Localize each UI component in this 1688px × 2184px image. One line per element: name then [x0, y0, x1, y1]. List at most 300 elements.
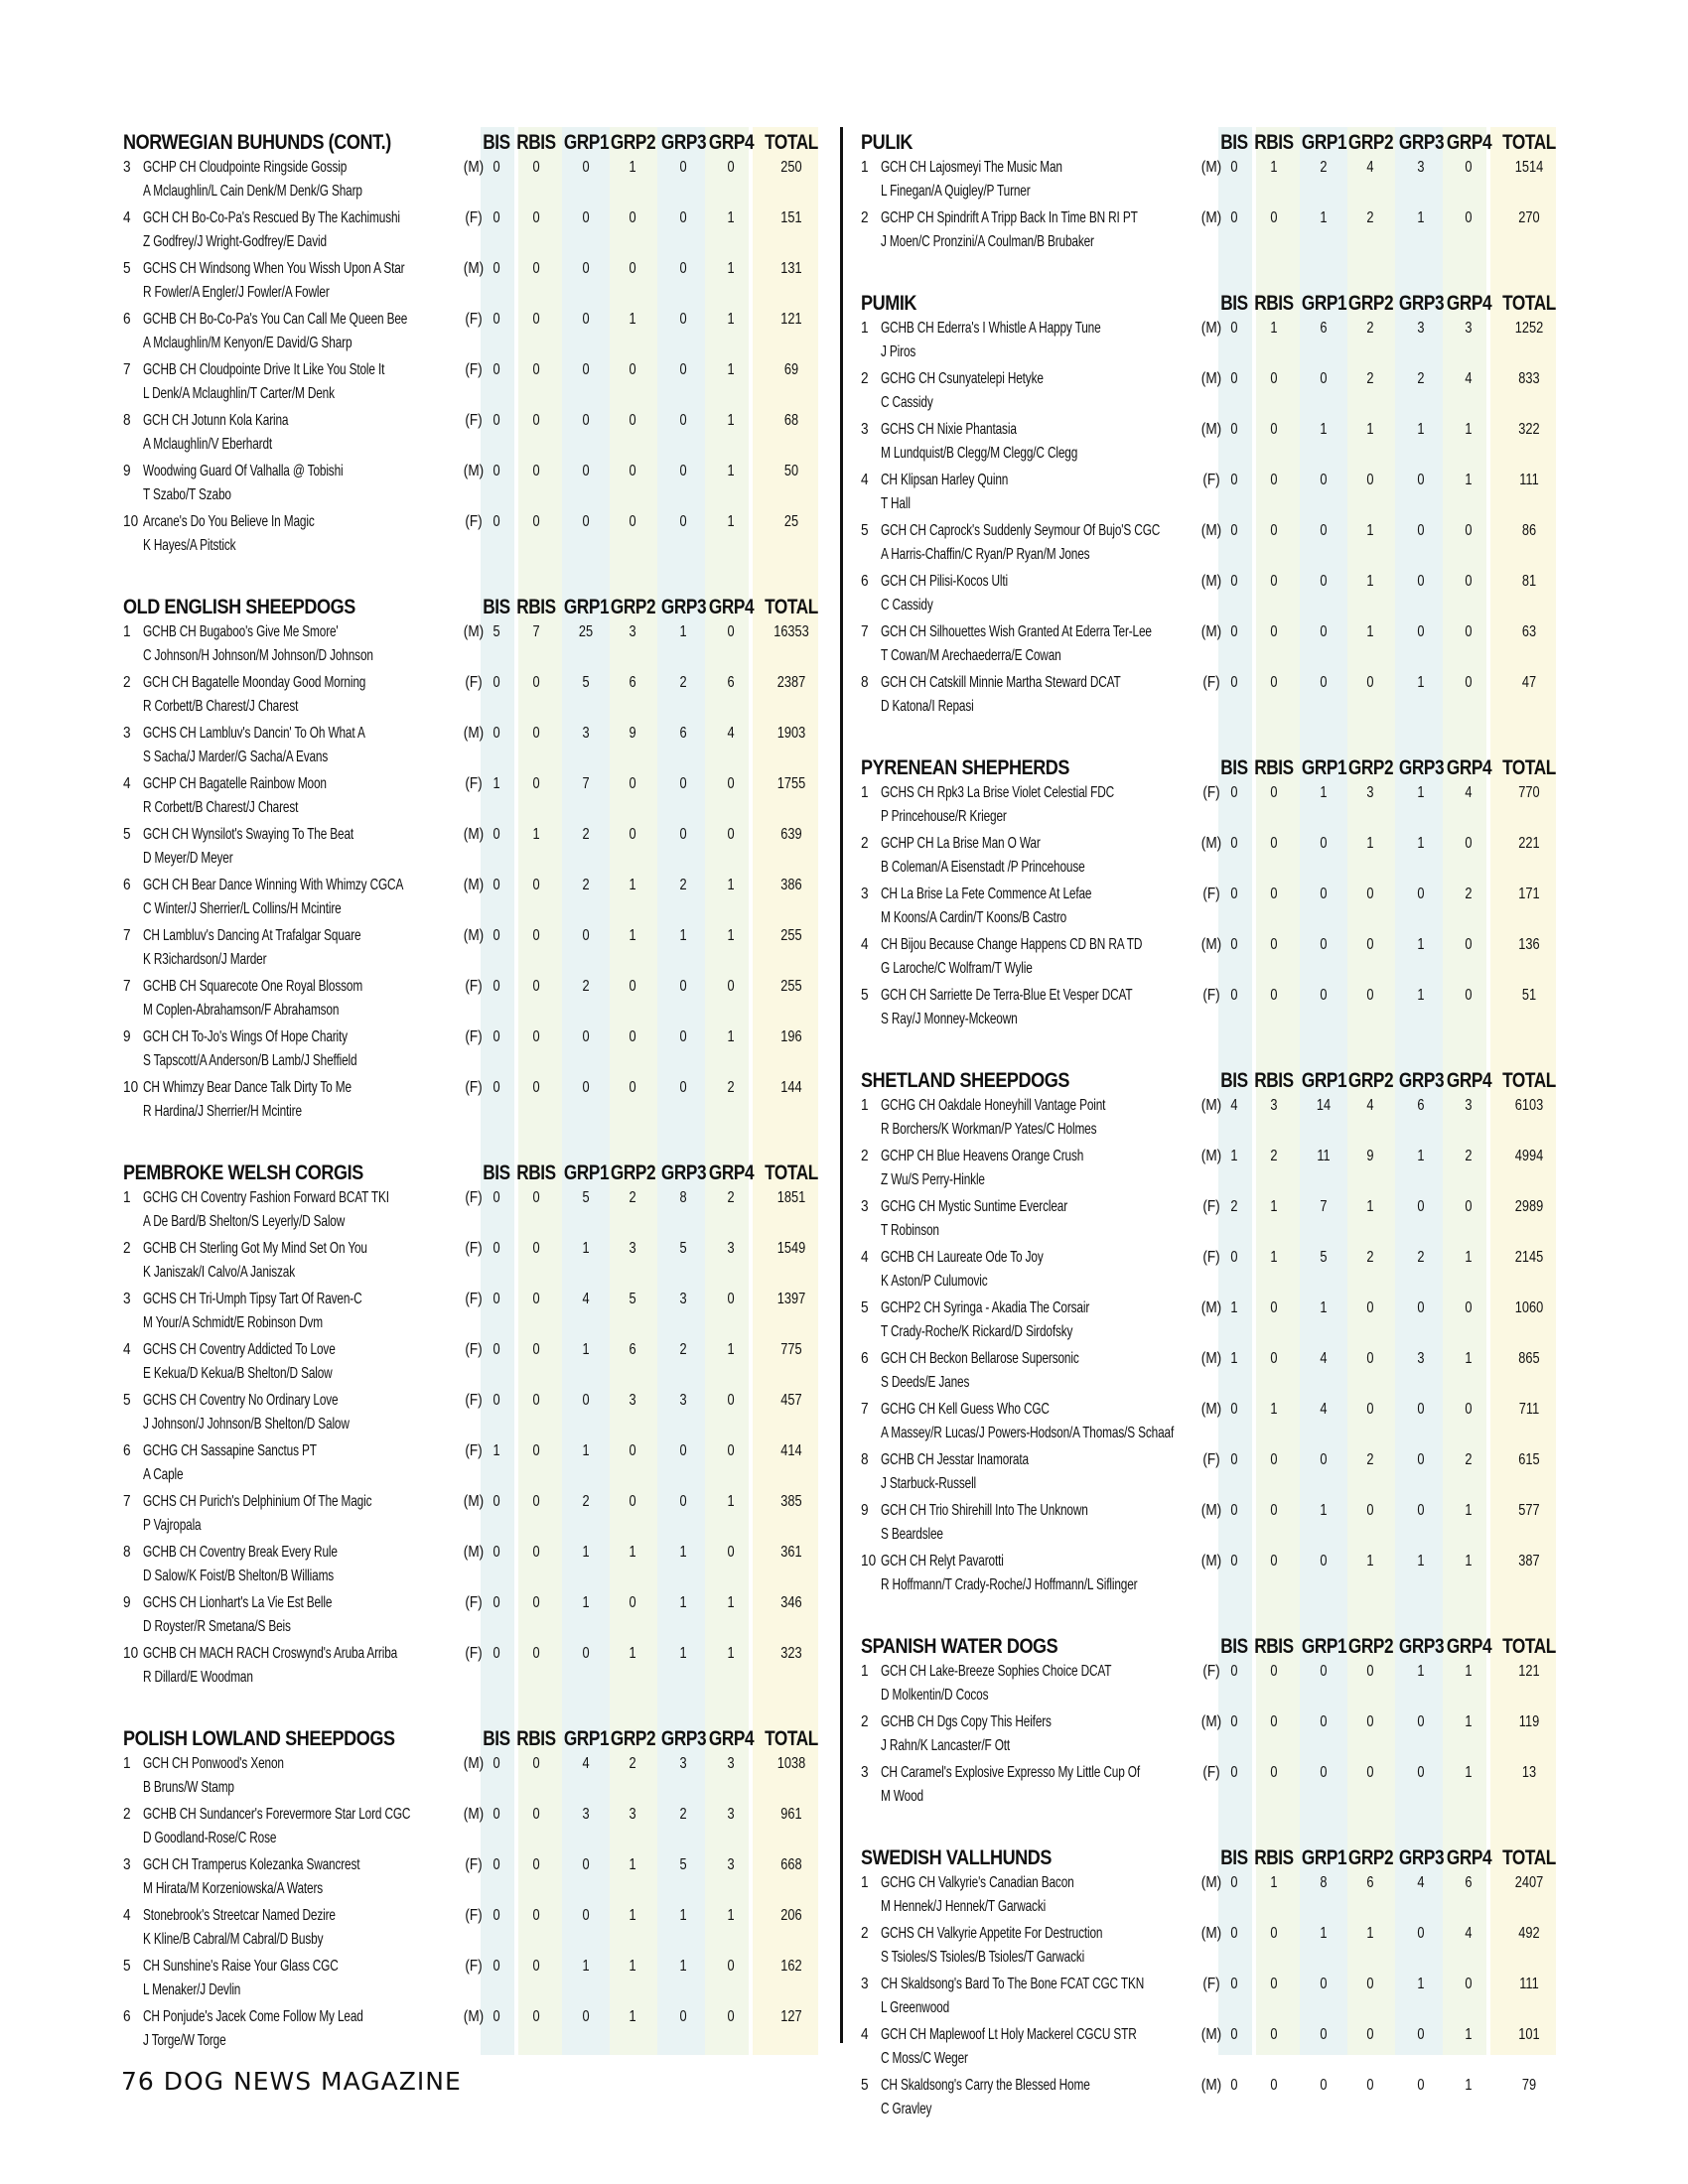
sex-marker: (M) — [463, 260, 485, 277]
stat-g2: 0 — [629, 1442, 636, 1459]
stat-g3: 0 — [1417, 1299, 1425, 1316]
stat-g4: 1 — [1465, 472, 1473, 488]
stat-total: 63 — [1521, 623, 1537, 640]
column-header-grp4: GRP4 — [1446, 1635, 1492, 1658]
stat-g2: 1 — [629, 2008, 636, 2025]
owner-names: M Hirata/M Korzeniowska/A Waters — [143, 1880, 324, 1897]
stat-g1: 0 — [1320, 1764, 1328, 1781]
stat-total: 639 — [780, 826, 802, 843]
rank-number: 6 — [861, 1350, 869, 1367]
dog-name: GCHG CH Oakdale Honeyhill Vantage Point — [881, 1097, 1106, 1114]
stat-total: 386 — [780, 877, 802, 893]
dog-name: CH Caramel's Explosive Expresso My Little Cup Of — [881, 1764, 1140, 1781]
stat-g2: 1 — [1366, 835, 1374, 852]
dog-name: GCH CH Lajosmeyi The Music Man — [881, 159, 1062, 176]
stat-rbis: 0 — [1270, 1764, 1278, 1781]
dog-name: GCHG CH Kell Guess Who CGC — [881, 1401, 1050, 1418]
rank-number: 3 — [861, 1764, 869, 1781]
stat-g3: 0 — [679, 1442, 687, 1459]
column-header-grp2: GRP2 — [610, 596, 656, 618]
section-header — [121, 1723, 826, 1753]
stat-g4: 0 — [727, 1544, 735, 1561]
column-header-grp1: GRP1 — [1301, 756, 1347, 779]
stat-g4: 1 — [1465, 1350, 1473, 1367]
stat-bis: 1 — [1230, 1350, 1238, 1367]
breed-title: POLISH LOWLAND SHEEPDOGS — [123, 1727, 395, 1750]
ranking-row — [859, 368, 1564, 419]
stat-g4: 4 — [1465, 1925, 1473, 1942]
sex-marker: (M) — [1200, 1713, 1222, 1730]
rank-number: 6 — [123, 877, 131, 893]
stat-g4: 0 — [1465, 1299, 1473, 1316]
sex-marker: (M) — [1200, 936, 1222, 953]
stat-g3: 1 — [1417, 936, 1425, 953]
ranking-row — [859, 672, 1564, 723]
section-header — [859, 288, 1564, 318]
stat-g4: 2 — [1465, 1451, 1473, 1468]
ranking-row — [121, 410, 826, 461]
dog-name: GCHB CH Sterling Got My Mind Set On You — [143, 1240, 367, 1257]
column-header-bis: BIS — [1220, 292, 1248, 315]
stat-rbis: 0 — [1270, 1299, 1278, 1316]
stat-g2: 9 — [1366, 1148, 1374, 1164]
owner-names: D Katona/I Repasi — [881, 698, 974, 715]
dog-name: CH Bijou Because Change Happens CD BN RA TD — [881, 936, 1143, 953]
column-header-grp4: GRP4 — [1446, 1069, 1492, 1092]
rank-number: 5 — [123, 1958, 131, 1975]
stat-bis: 0 — [1230, 623, 1238, 640]
dog-name: GCH CH Catskill Minnie Martha Steward DCAT — [881, 674, 1121, 691]
dog-name: GCHS CH Nixie Phantasia — [881, 421, 1017, 438]
column-header-bis: BIS — [483, 131, 510, 154]
owner-names: M Koons/A Cardin/T Koons/B Castro — [881, 909, 1067, 926]
owner-names: D Goodland-Rose/C Rose — [143, 1830, 277, 1846]
stat-bis: 0 — [1230, 1401, 1238, 1418]
dog-name: GCH CH Jotunn Kola Karina — [143, 412, 289, 429]
stat-g3: 0 — [679, 1028, 687, 1045]
stat-g4: 1 — [727, 412, 735, 429]
stat-bis: 0 — [1230, 522, 1238, 539]
stat-g4: 1 — [727, 1028, 735, 1045]
stat-g3: 1 — [1417, 1553, 1425, 1570]
column-header-grp3: GRP3 — [660, 1161, 707, 1184]
stat-g3: 0 — [1417, 1925, 1425, 1942]
stat-g3: 0 — [679, 412, 687, 429]
owner-names: D Royster/R Smetana/S Beis — [143, 1618, 291, 1635]
ranking-row — [121, 157, 826, 207]
column-header-total: TOTAL — [765, 131, 818, 154]
stat-g2: 1 — [629, 159, 636, 176]
stat-g3: 2 — [1417, 1249, 1425, 1266]
stat-g2: 0 — [1366, 1764, 1374, 1781]
stat-g1: 1 — [1320, 209, 1328, 226]
dog-name: GCHB CH MACH RACH Croswynd's Aruba Arriba — [143, 1645, 398, 1662]
stat-g2: 1 — [629, 1544, 636, 1561]
ranking-row — [121, 1905, 826, 1956]
stat-g1: 0 — [582, 260, 590, 277]
stat-rbis: 1 — [1270, 159, 1278, 176]
rank-number: 7 — [123, 978, 131, 995]
rank-number: 4 — [861, 472, 869, 488]
dog-name: GCHG CH Csunyatelepi Hetyke — [881, 370, 1044, 387]
stat-g4: 1 — [727, 927, 735, 944]
dog-name: CH Lambluv's Dancing At Trafalgar Square — [143, 927, 361, 944]
owner-names: K Hayes/A Pitstick — [143, 537, 236, 554]
stat-g1: 11 — [1317, 1148, 1331, 1164]
stat-g2: 0 — [1366, 472, 1374, 488]
stat-bis: 0 — [1230, 159, 1238, 176]
stat-g3: 3 — [679, 1392, 687, 1409]
stat-g1: 0 — [582, 1645, 590, 1662]
stat-g1: 0 — [1320, 2026, 1328, 2043]
stat-bis: 0 — [492, 1189, 500, 1206]
rank-number: 9 — [123, 463, 131, 479]
stat-bis: 0 — [492, 1544, 500, 1561]
stat-g2: 1 — [1366, 1553, 1374, 1570]
ranking-row — [859, 1146, 1564, 1196]
sex-marker: (F) — [1202, 1663, 1220, 1680]
stat-bis: 0 — [492, 1028, 500, 1045]
stat-g4: 1 — [1465, 2077, 1473, 2094]
stat-g1: 0 — [1320, 1713, 1328, 1730]
dog-name: GCH CH Tramperus Kolezanka Swancrest — [143, 1856, 360, 1873]
owner-names: K Aston/P Culumovic — [881, 1273, 988, 1290]
ranking-row — [859, 1297, 1564, 1348]
ranking-row — [859, 520, 1564, 571]
stat-total: 144 — [780, 1079, 802, 1096]
dog-name: GCHB CH Coventry Break Every Rule — [143, 1544, 338, 1561]
stat-g3: 1 — [1417, 421, 1425, 438]
stat-g1: 4 — [1320, 1401, 1328, 1418]
breed-title: SPANISH WATER DOGS — [861, 1635, 1058, 1658]
stat-g2: 0 — [1366, 1350, 1374, 1367]
stat-g2: 5 — [629, 1291, 636, 1307]
owner-names: Z Wu/S Perry-Hinkle — [881, 1171, 985, 1188]
stat-g2: 2 — [629, 1755, 636, 1772]
ranking-row — [859, 934, 1564, 985]
stat-g2: 0 — [629, 826, 636, 843]
rank-number: 1 — [861, 1663, 869, 1680]
stat-total: 255 — [780, 978, 802, 995]
owner-names: C Johnson/H Johnson/M Johnson/D Johnson — [143, 647, 373, 664]
column-header-grp3: GRP3 — [1398, 756, 1445, 779]
stat-g1: 3 — [582, 1806, 590, 1823]
stat-g3: 1 — [1417, 209, 1425, 226]
stat-g2: 0 — [629, 978, 636, 995]
stat-bis: 0 — [1230, 835, 1238, 852]
column-header-total: TOTAL — [1502, 292, 1556, 315]
sex-marker: (M) — [463, 927, 485, 944]
stat-g4: 1 — [727, 209, 735, 226]
stat-g1: 4 — [582, 1755, 590, 1772]
stat-g3: 0 — [679, 2008, 687, 2025]
stat-g2: 0 — [1366, 674, 1374, 691]
stat-g2: 0 — [1366, 2026, 1374, 2043]
stat-total: 151 — [780, 209, 802, 226]
stat-total: 770 — [1518, 784, 1540, 801]
stat-g1: 0 — [582, 1856, 590, 1873]
column-header-grp4: GRP4 — [708, 131, 755, 154]
stat-g2: 1 — [1366, 1925, 1374, 1942]
stat-total: 131 — [780, 260, 802, 277]
stat-g3: 0 — [1417, 623, 1425, 640]
stat-rbis: 0 — [1270, 886, 1278, 902]
owner-names: Z Godfrey/J Wright-Godfrey/E David — [143, 233, 327, 250]
dog-name: GCHS CH Lambluv's Dancin' To Oh What A — [143, 725, 365, 742]
stat-g1: 0 — [1320, 1976, 1328, 1992]
stat-g4: 0 — [1465, 573, 1473, 590]
rank-number: 7 — [123, 1493, 131, 1510]
ranking-row — [121, 773, 826, 824]
stat-bis: 0 — [492, 463, 500, 479]
stat-total: 196 — [780, 1028, 802, 1045]
section-header — [121, 127, 826, 157]
stat-bis: 0 — [492, 1755, 500, 1772]
stat-g4: 1 — [727, 463, 735, 479]
stat-g4: 1 — [1465, 2026, 1473, 2043]
stat-total: 171 — [1518, 886, 1540, 902]
stat-rbis: 0 — [532, 775, 540, 792]
stat-bis: 0 — [492, 978, 500, 995]
rank-number: 7 — [861, 623, 869, 640]
stat-g4: 1 — [727, 1907, 735, 1924]
stat-g2: 0 — [1366, 1713, 1374, 1730]
column-header-grp2: GRP2 — [610, 1727, 656, 1750]
stat-total: 121 — [1518, 1663, 1540, 1680]
stat-g3: 0 — [1417, 1401, 1425, 1418]
stat-g2: 0 — [629, 1594, 636, 1611]
stat-g1: 5 — [582, 1189, 590, 1206]
stat-bis: 0 — [1230, 1713, 1238, 1730]
owner-names: C Cassidy — [881, 394, 933, 411]
stat-total: 111 — [1519, 1976, 1539, 1992]
stat-bis: 2 — [1230, 1198, 1238, 1215]
stat-g2: 0 — [629, 412, 636, 429]
column-header-grp3: GRP3 — [1398, 1069, 1445, 1092]
column-header-grp3: GRP3 — [1398, 292, 1445, 315]
column-header-grp3: GRP3 — [1398, 1846, 1445, 1869]
stat-g1: 4 — [582, 1291, 590, 1307]
stat-g4: 0 — [727, 1291, 735, 1307]
stat-g2: 1 — [1366, 522, 1374, 539]
stat-g4: 1 — [727, 1594, 735, 1611]
ranking-row — [121, 1339, 826, 1390]
sex-marker: (F) — [465, 311, 483, 328]
stat-g2: 0 — [629, 1079, 636, 1096]
dog-name: GCH CH Beckon Bellarose Supersonic — [881, 1350, 1079, 1367]
dog-name: GCH CH Lake-Breeze Sophies Choice DCAT — [881, 1663, 1112, 1680]
dog-name: CH Skaldsong's Bard To The Bone FCAT CGC TKN — [881, 1976, 1145, 1992]
stat-total: 833 — [1518, 370, 1540, 387]
dog-name: CH Ponjude's Jacek Come Follow My Lead — [143, 2008, 363, 2025]
dog-name: GCH CH Trio Shirehill Into The Unknown — [881, 1502, 1088, 1519]
ranking-row — [121, 2006, 826, 2057]
rank-number: 10 — [123, 1079, 139, 1096]
sex-marker: (M) — [1200, 2077, 1222, 2094]
stat-rbis: 0 — [1270, 987, 1278, 1004]
sex-marker: (F) — [465, 1079, 483, 1096]
ranking-row — [859, 1247, 1564, 1297]
dog-name: GCHP CH La Brise Man O War — [881, 835, 1041, 852]
column-header-bis: BIS — [1220, 1846, 1248, 1869]
stat-rbis: 0 — [532, 159, 540, 176]
ranking-row — [121, 824, 826, 875]
rank-number: 3 — [861, 886, 869, 902]
stat-g4: 6 — [1465, 1874, 1473, 1891]
left-column — [121, 0, 826, 2055]
breed-section — [121, 1158, 826, 1694]
stat-g2: 1 — [1366, 623, 1374, 640]
stat-total: 615 — [1518, 1451, 1540, 1468]
owner-names: T Cowan/M Arechaederra/E Cowan — [881, 647, 1061, 664]
rank-number: 6 — [861, 573, 869, 590]
rank-number: 10 — [861, 1553, 877, 1570]
dog-name: GCHP CH Blue Heavens Orange Crush — [881, 1148, 1084, 1164]
stat-g3: 0 — [1417, 573, 1425, 590]
stat-total: 2989 — [1514, 1198, 1544, 1215]
owner-names: M Coplen-Abrahamson/F Abrahamson — [143, 1002, 340, 1019]
dog-name: GCHG CH Sassapine Sanctus PT — [143, 1442, 317, 1459]
rank-number: 10 — [123, 513, 139, 530]
owner-names: T Crady-Roche/K Rickard/D Sirdofsky — [881, 1323, 1073, 1340]
ranking-row — [859, 1923, 1564, 1974]
stat-g1: 2 — [582, 978, 590, 995]
column-header-total: TOTAL — [765, 1161, 818, 1184]
stat-g3: 3 — [1417, 1350, 1425, 1367]
ranking-row — [859, 157, 1564, 207]
stat-total: 255 — [780, 927, 802, 944]
column-header-total: TOTAL — [1502, 1635, 1556, 1658]
stat-rbis: 0 — [532, 1291, 540, 1307]
stat-rbis: 0 — [1270, 573, 1278, 590]
stat-g4: 1 — [727, 361, 735, 378]
dog-name: GCH CH Caprock's Suddenly Seymour Of Bujo'S CGC — [881, 522, 1161, 539]
dog-name: GCH CH Maplewoof Lt Holy Mackerel CGCU STR — [881, 2026, 1137, 2043]
dog-name: CH Sunshine's Raise Your Glass CGC — [143, 1958, 339, 1975]
rank-number: 9 — [861, 1502, 869, 1519]
stat-g4: 1 — [1465, 1663, 1473, 1680]
stat-g4: 1 — [727, 1341, 735, 1358]
sex-marker: (M) — [1200, 1401, 1222, 1418]
owner-names: D Molkentin/D Cocos — [881, 1687, 989, 1704]
stat-g4: 2 — [727, 1189, 735, 1206]
stat-g3: 0 — [679, 463, 687, 479]
dog-name: GCHS CH Valkyrie Appetite For Destruction — [881, 1925, 1103, 1942]
rank-number: 2 — [861, 1148, 869, 1164]
stat-g3: 3 — [679, 1291, 687, 1307]
stat-g4: 0 — [727, 623, 735, 640]
sex-marker: (F) — [1202, 674, 1220, 691]
column-header-grp2: GRP2 — [610, 131, 656, 154]
rank-number: 4 — [123, 1341, 131, 1358]
dog-name: GCHB CH Sundancer's Forevermore Star Lord CGC — [143, 1806, 411, 1823]
rank-number: 5 — [123, 1392, 131, 1409]
stat-g1: 1 — [582, 1341, 590, 1358]
stat-g1: 2 — [582, 826, 590, 843]
ranking-row — [121, 621, 826, 672]
stat-g4: 0 — [1465, 1976, 1473, 1992]
sex-marker: (M) — [1200, 320, 1222, 337]
ranking-row — [859, 1500, 1564, 1551]
ranking-row — [859, 782, 1564, 833]
rank-number: 7 — [123, 361, 131, 378]
breed-section — [121, 592, 826, 1128]
dog-name: GCHS CH Windsong When You Wissh Upon A Star — [143, 260, 405, 277]
stat-rbis: 0 — [1270, 674, 1278, 691]
stat-total: 346 — [780, 1594, 802, 1611]
ranking-row — [121, 1238, 826, 1289]
stat-total: 13 — [1521, 1764, 1537, 1781]
stat-g4: 0 — [727, 978, 735, 995]
column-header-total: TOTAL — [1502, 1069, 1556, 1092]
owner-names: P Vajropala — [143, 1517, 202, 1534]
stat-total: 4994 — [1514, 1148, 1544, 1164]
rank-number: 5 — [861, 987, 869, 1004]
breed-title: SWEDISH VALLHUNDS — [861, 1846, 1053, 1869]
stat-g3: 0 — [679, 1493, 687, 1510]
column-header-rbis: RBIS — [1254, 131, 1294, 154]
stat-g2: 1 — [629, 1645, 636, 1662]
stat-g1: 1 — [1320, 784, 1328, 801]
column-header-grp2: GRP2 — [1347, 756, 1394, 779]
ranking-row — [121, 1289, 826, 1339]
stat-total: 1038 — [776, 1755, 806, 1772]
stat-g2: 1 — [629, 311, 636, 328]
dog-name: CH La Brise La Fete Commence At Lefae — [881, 886, 1092, 902]
column-header-grp4: GRP4 — [1446, 131, 1492, 154]
dog-name: GCH CH Bo-Co-Pa's Rescued By The Kachimushi — [143, 209, 400, 226]
stat-g3: 6 — [1417, 1097, 1425, 1114]
stat-bis: 0 — [1230, 936, 1238, 953]
stat-rbis: 0 — [1270, 835, 1278, 852]
stat-g1: 0 — [582, 1907, 590, 1924]
stat-bis: 0 — [492, 1806, 500, 1823]
stat-rbis: 0 — [532, 1645, 540, 1662]
stat-bis: 0 — [1230, 472, 1238, 488]
ranking-row — [121, 1187, 826, 1238]
stat-total: 79 — [1521, 2077, 1537, 2094]
ranking-row — [121, 359, 826, 410]
stat-rbis: 0 — [1270, 936, 1278, 953]
stat-g4: 0 — [727, 826, 735, 843]
stat-rbis: 0 — [532, 260, 540, 277]
column-header-grp1: GRP1 — [563, 596, 610, 618]
stat-bis: 0 — [492, 311, 500, 328]
sex-marker: (F) — [1202, 472, 1220, 488]
sex-marker: (M) — [1200, 1350, 1222, 1367]
stat-g3: 3 — [1417, 320, 1425, 337]
owner-names: A Mclaughlin/V Eberhardt — [143, 436, 273, 453]
breed-section — [859, 1843, 1564, 2125]
sex-marker: (F) — [465, 1240, 483, 1257]
ranking-row — [859, 985, 1564, 1035]
ranking-row — [121, 1440, 826, 1491]
owner-names: L Denk/A Mclaughlin/T Carter/M Denk — [143, 385, 335, 402]
column-header-rbis: RBIS — [516, 1727, 556, 1750]
sex-marker: (M) — [463, 159, 485, 176]
dog-name: GCHB CH Dgs Copy This Heifers — [881, 1713, 1052, 1730]
stat-g3: 0 — [1417, 1713, 1425, 1730]
stat-total: 1851 — [776, 1189, 806, 1206]
stat-rbis: 0 — [532, 1189, 540, 1206]
owner-names: R Hardina/J Sherrier/H Mcintire — [143, 1103, 302, 1120]
section-header — [859, 1065, 1564, 1095]
stat-g3: 2 — [679, 1341, 687, 1358]
stat-rbis: 1 — [1270, 1874, 1278, 1891]
stat-g3: 0 — [1417, 1764, 1425, 1781]
stat-g4: 1 — [1465, 1249, 1473, 1266]
owner-names: C Cassidy — [881, 597, 933, 614]
